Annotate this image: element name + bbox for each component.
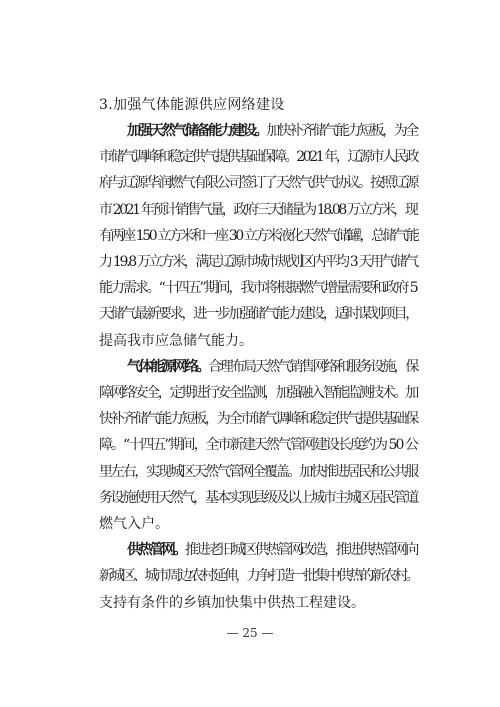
paragraph-gas-network [99,354,417,537]
paragraph-line: 府与辽源华润燃气有限公司签订了天然气供气协议。按照辽源 [99,175,418,192]
paragraph-lead: 供热管网。 [127,542,185,559]
paragraph-line [99,537,417,563]
page-content [99,92,417,616]
paragraph-line: 支持有条件的乡镇加快集中供热工程建设。 [99,594,365,611]
paragraph-line [99,354,417,380]
paragraph-line: 有两座 150 立方米和一座 30 立方米液化天然气储罐，总储气能 [99,227,418,244]
paragraph-lead: 气体能源网络。 [127,358,209,375]
paragraph-line: 市 2021 年预计销售气量，政府三天储量为 18.08 万立方米，现 [99,201,417,218]
paragraph-line: 提高我市应急储气能力。 [99,332,253,349]
paragraph-line: 障。“十四五”期间，全市新建天然气管网建设长度约为 50 公 [99,437,417,454]
paragraph-line: 市储气调峰和稳定供气提供基础保障。2021 年，辽源市人民政 [99,149,418,166]
paragraph-line: 新城区、城市周边农村延伸，力争打造一批集中供热的新农村。 [99,568,418,585]
paragraph-line: 里左右，实现城区天然气管网全覆盖。加快推进居民和公共服 [99,463,418,480]
paragraph-line: 能力需求。“十四五”期间，我市将根据燃气增量需要和政府 5 [99,280,417,297]
paragraph-line: 障网络安全，定期进行安全监测，加强融入智能监测技术。加 [99,385,418,402]
paragraph-text: 合理布局天然气销售网络和服务设施，保 [208,358,418,375]
paragraph-lead: 加强天然气储备能力建设。 [127,123,267,139]
paragraph-heating-network [99,537,417,616]
paragraph-line: 力 19.8 万立方米，满足辽源市城市规划区内平均 3 天用气储气 [99,254,417,271]
paragraph-gas-storage [99,118,417,354]
paragraph-line: 燃气入户。 [99,516,169,533]
paragraph-line: 天储气最新要求，进一步加强储气能力建设，适时谋划项目， [99,306,418,323]
paragraph-text: 加快补齐储气能力短板，为全 [266,123,418,139]
page-number: — 25 — [226,626,274,640]
paragraph-line: 快补齐储气能力短板，为全市储气调峰和稳定供气提供基础保 [99,411,418,428]
paragraph-line [99,118,417,144]
paragraph-text: 推进老旧城区供热管网改造，推进供热管网向 [185,542,417,559]
paragraph-line: 务设施使用天然气，基本实现县级及以上城市主城区居民管道 [99,489,418,506]
section-heading: 3.加强气体能源供应网络建设 [99,97,285,113]
